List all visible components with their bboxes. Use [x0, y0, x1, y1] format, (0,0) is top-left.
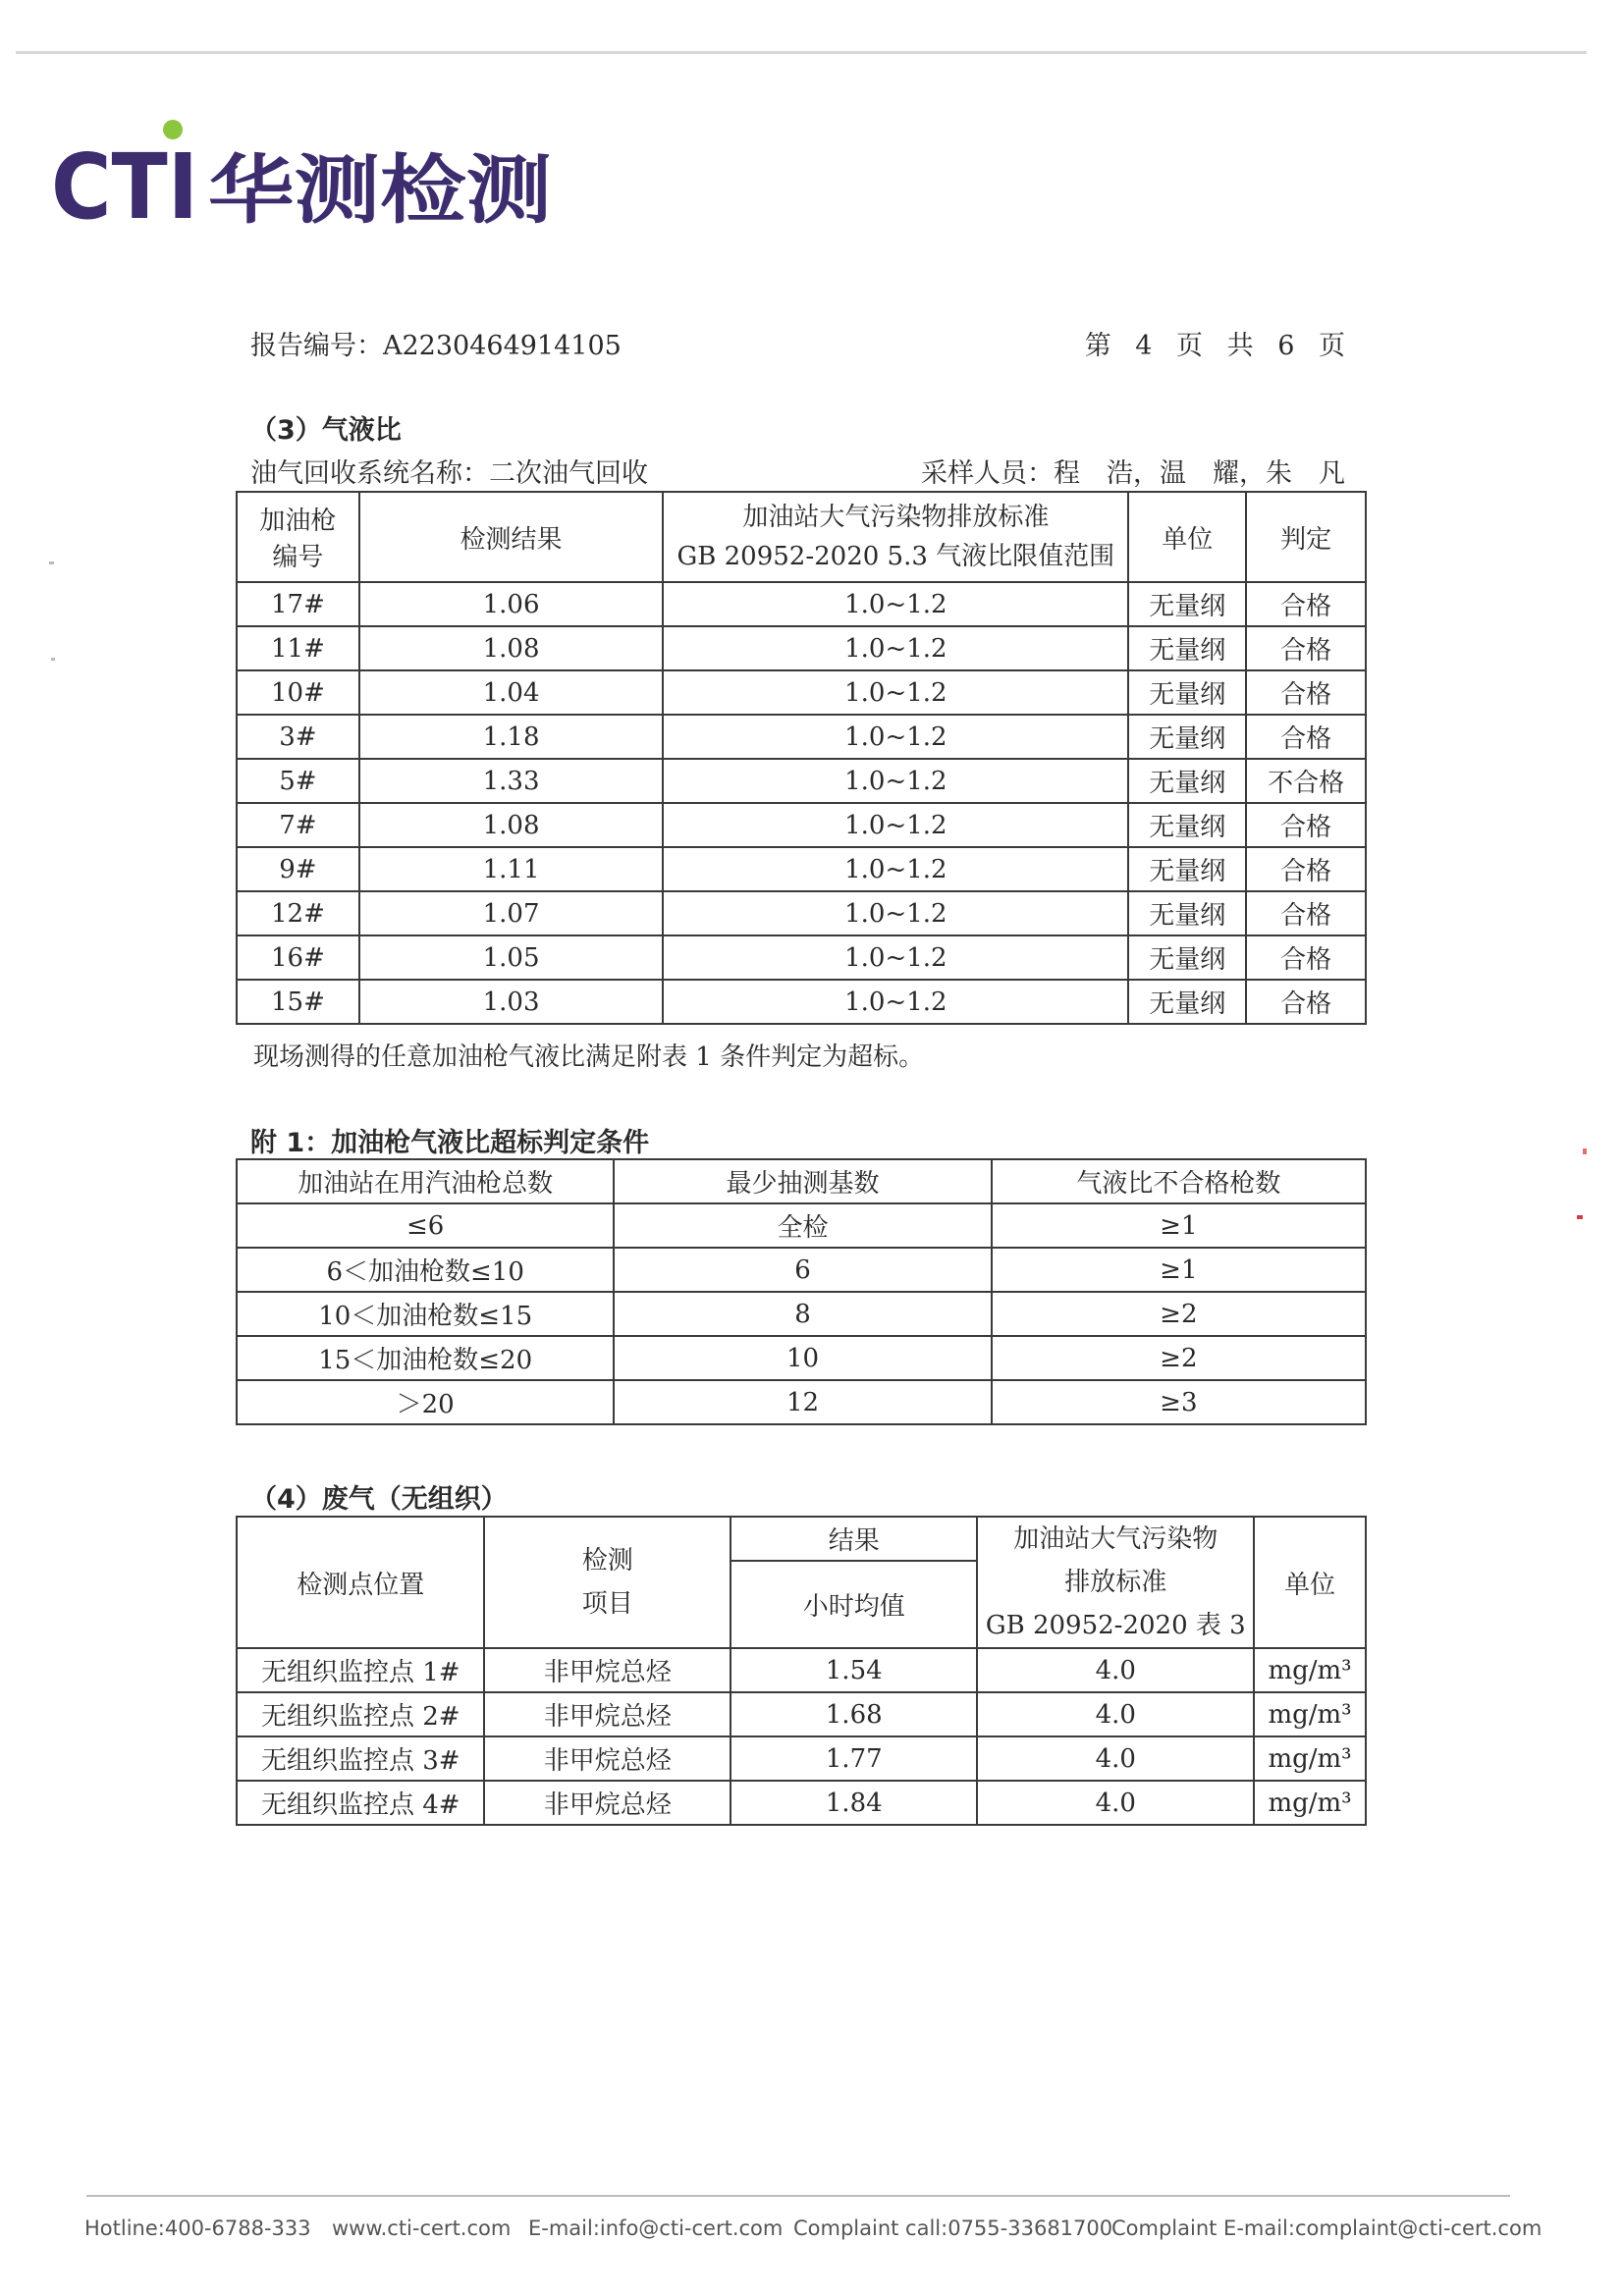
cell-fail: ≥2 — [992, 1336, 1366, 1380]
exhaust-header-unit: 单位 — [1254, 1517, 1366, 1648]
report-number: 报告编号：A2230464914105 — [250, 331, 622, 361]
logo-mark: CTI — [51, 134, 198, 236]
exhaust-table — [236, 1516, 1367, 1826]
cell-value: 1.84 — [731, 1781, 978, 1825]
table-row — [237, 670, 1366, 715]
cell-judge: 合格 — [1246, 626, 1366, 670]
table-row — [237, 1648, 1366, 1692]
cell-range: 1.0~1.2 — [663, 759, 1128, 803]
cell-min: 8 — [614, 1292, 991, 1336]
table-row — [237, 1292, 1366, 1336]
cell-result: 1.33 — [359, 759, 663, 803]
table-row — [237, 935, 1366, 980]
table-row — [237, 1781, 1366, 1825]
samplers: 采样人员：程 浩，温 耀，朱 凡 — [921, 458, 1345, 489]
cell-total: 15＜加油枪数≤20 — [237, 1336, 614, 1380]
cell-limit: 4.0 — [977, 1736, 1254, 1781]
logo-name: 华测检测 — [208, 146, 552, 234]
cell-location: 无组织监控点 1# — [237, 1648, 484, 1692]
cell-range: 1.0~1.2 — [663, 670, 1128, 715]
table-row — [237, 1248, 1366, 1292]
appendix-header-min: 最少抽测基数 — [614, 1159, 991, 1203]
cell-judge: 合格 — [1246, 891, 1366, 935]
cell-gun: 16# — [237, 935, 359, 980]
table-row — [237, 891, 1366, 935]
cell-item: 非甲烷总烃 — [484, 1781, 730, 1825]
footer-hotline: Hotline:400-6788-333 — [84, 2216, 311, 2240]
cell-result: 1.04 — [359, 670, 663, 715]
cell-total: ≤6 — [237, 1203, 614, 1248]
table-row — [237, 847, 1366, 891]
cell-gun: 11# — [237, 626, 359, 670]
table-row — [237, 803, 1366, 847]
cell-unit: mg/m³ — [1254, 1781, 1366, 1825]
table-row — [237, 1380, 1366, 1424]
table-row — [237, 1692, 1366, 1736]
cell-total: 10＜加油枪数≤15 — [237, 1292, 614, 1336]
scan-top-edge — [16, 51, 1587, 54]
cell-result: 1.08 — [359, 803, 663, 847]
footer-website[interactable]: www.cti-cert.com — [332, 2216, 512, 2240]
section-gas-liquid-title: （3）气液比 — [250, 415, 402, 446]
cell-unit: mg/m³ — [1254, 1736, 1366, 1781]
cell-location: 无组织监控点 4# — [237, 1781, 484, 1825]
cell-judge: 合格 — [1246, 847, 1366, 891]
cell-min: 10 — [614, 1336, 991, 1380]
cell-limit: 4.0 — [977, 1781, 1254, 1825]
cell-unit: 无量纲 — [1128, 891, 1246, 935]
header-gun: 加油枪 编号 — [237, 492, 359, 582]
cell-value: 1.68 — [731, 1692, 978, 1736]
cell-result: 1.07 — [359, 891, 663, 935]
footer-email[interactable]: E-mail:info@cti-cert.com — [528, 2216, 784, 2240]
cell-fail: ≥2 — [992, 1292, 1366, 1336]
exhaust-header-result: 结果 — [731, 1517, 978, 1561]
exhaust-header-location: 检测点位置 — [237, 1517, 484, 1648]
scan-speck — [1583, 1148, 1587, 1154]
cell-gun: 9# — [237, 847, 359, 891]
cell-range: 1.0~1.2 — [663, 626, 1128, 670]
cell-result: 1.03 — [359, 980, 663, 1024]
cell-item: 非甲烷总烃 — [484, 1736, 730, 1781]
cell-unit: 无量纲 — [1128, 626, 1246, 670]
cell-total: ＞20 — [237, 1380, 614, 1424]
cell-fail: ≥1 — [992, 1248, 1366, 1292]
scan-speck — [51, 658, 55, 661]
cti-logo — [51, 118, 562, 236]
cell-range: 1.0~1.2 — [663, 891, 1128, 935]
table-row — [237, 582, 1366, 626]
cell-range: 1.0~1.2 — [663, 935, 1128, 980]
footer-divider — [86, 2195, 1510, 2197]
cell-min: 12 — [614, 1380, 991, 1424]
appendix-table — [236, 1158, 1367, 1425]
cell-judge: 合格 — [1246, 803, 1366, 847]
cell-judge: 合格 — [1246, 670, 1366, 715]
cell-result: 1.05 — [359, 935, 663, 980]
system-info-row — [250, 452, 1345, 490]
cell-unit: 无量纲 — [1128, 759, 1246, 803]
cell-fail: ≥3 — [992, 1380, 1366, 1424]
gas-liquid-note: 现场测得的任意加油枪气液比满足附表 1 条件判定为超标。 — [253, 1042, 925, 1072]
scan-speck — [1577, 1215, 1583, 1219]
cell-limit: 4.0 — [977, 1648, 1254, 1692]
header-result: 检测结果 — [359, 492, 663, 582]
cell-value: 1.77 — [731, 1736, 978, 1781]
cell-range: 1.0~1.2 — [663, 980, 1128, 1024]
cell-result: 1.08 — [359, 626, 663, 670]
cell-unit: 无量纲 — [1128, 847, 1246, 891]
exhaust-header-hourly: 小时均值 — [731, 1561, 978, 1648]
cell-gun: 7# — [237, 803, 359, 847]
page-indicator: 第 4 页 共 6 页 — [1084, 331, 1345, 361]
scan-speck — [49, 561, 54, 564]
cell-fail: ≥1 — [992, 1203, 1366, 1248]
cell-judge: 不合格 — [1246, 759, 1366, 803]
header-standard: 加油站大气污染物排放标准 GB 20952-2020 5.3 气液比限值范围 — [663, 492, 1128, 582]
cell-judge: 合格 — [1246, 935, 1366, 980]
table-row — [237, 1336, 1366, 1380]
cell-judge: 合格 — [1246, 715, 1366, 759]
table-row — [237, 980, 1366, 1024]
exhaust-header-standard: 加油站大气污染物 排放标准 GB 20952-2020 表 3 — [977, 1517, 1254, 1648]
gas-liquid-table — [236, 491, 1367, 1025]
cell-judge: 合格 — [1246, 980, 1366, 1024]
cell-gun: 17# — [237, 582, 359, 626]
cell-location: 无组织监控点 3# — [237, 1736, 484, 1781]
cell-value: 1.54 — [731, 1648, 978, 1692]
cell-range: 1.0~1.2 — [663, 582, 1128, 626]
cell-unit: 无量纲 — [1128, 803, 1246, 847]
cell-min: 6 — [614, 1248, 991, 1292]
cell-judge: 合格 — [1246, 582, 1366, 626]
section-exhaust-title: （4）废气（无组织） — [250, 1484, 508, 1515]
cell-unit: 无量纲 — [1128, 715, 1246, 759]
cell-gun: 10# — [237, 670, 359, 715]
cell-range: 1.0~1.2 — [663, 715, 1128, 759]
cell-unit: 无量纲 — [1128, 935, 1246, 980]
appendix-header-total: 加油站在用汽油枪总数 — [237, 1159, 614, 1203]
cell-unit: 无量纲 — [1128, 670, 1246, 715]
cell-gun: 5# — [237, 759, 359, 803]
cell-gun: 12# — [237, 891, 359, 935]
cell-result: 1.18 — [359, 715, 663, 759]
cell-gun: 15# — [237, 980, 359, 1024]
cell-unit: mg/m³ — [1254, 1692, 1366, 1736]
table-row — [237, 626, 1366, 670]
footer-complaint-call: Complaint call:0755-33681700 — [793, 2216, 1113, 2240]
header-judge: 判定 — [1246, 492, 1366, 582]
table-row — [237, 1203, 1366, 1248]
header-unit: 单位 — [1128, 492, 1246, 582]
cell-item: 非甲烷总烃 — [484, 1692, 730, 1736]
cell-unit: mg/m³ — [1254, 1648, 1366, 1692]
appendix-header-fail: 气液比不合格枪数 — [992, 1159, 1366, 1203]
cell-min: 全检 — [614, 1203, 991, 1248]
table-row — [237, 1736, 1366, 1781]
cell-unit: 无量纲 — [1128, 980, 1246, 1024]
table-row — [237, 715, 1366, 759]
cell-unit: 无量纲 — [1128, 582, 1246, 626]
table-row — [237, 759, 1366, 803]
cell-total: 6＜加油枪数≤10 — [237, 1248, 614, 1292]
cell-range: 1.0~1.2 — [663, 847, 1128, 891]
cell-location: 无组织监控点 2# — [237, 1692, 484, 1736]
system-name: 油气回收系统名称：二次油气回收 — [250, 458, 648, 489]
cell-result: 1.06 — [359, 582, 663, 626]
footer-complaint-email[interactable]: Complaint E-mail:complaint@cti-cert.com — [1111, 2216, 1543, 2240]
cell-result: 1.11 — [359, 847, 663, 891]
cell-item: 非甲烷总烃 — [484, 1648, 730, 1692]
cell-range: 1.0~1.2 — [663, 803, 1128, 847]
cell-limit: 4.0 — [977, 1692, 1254, 1736]
appendix-title: 附 1：加油枪气液比超标判定条件 — [250, 1128, 650, 1158]
exhaust-header-item: 检测 项目 — [484, 1517, 730, 1648]
cell-gun: 3# — [237, 715, 359, 759]
